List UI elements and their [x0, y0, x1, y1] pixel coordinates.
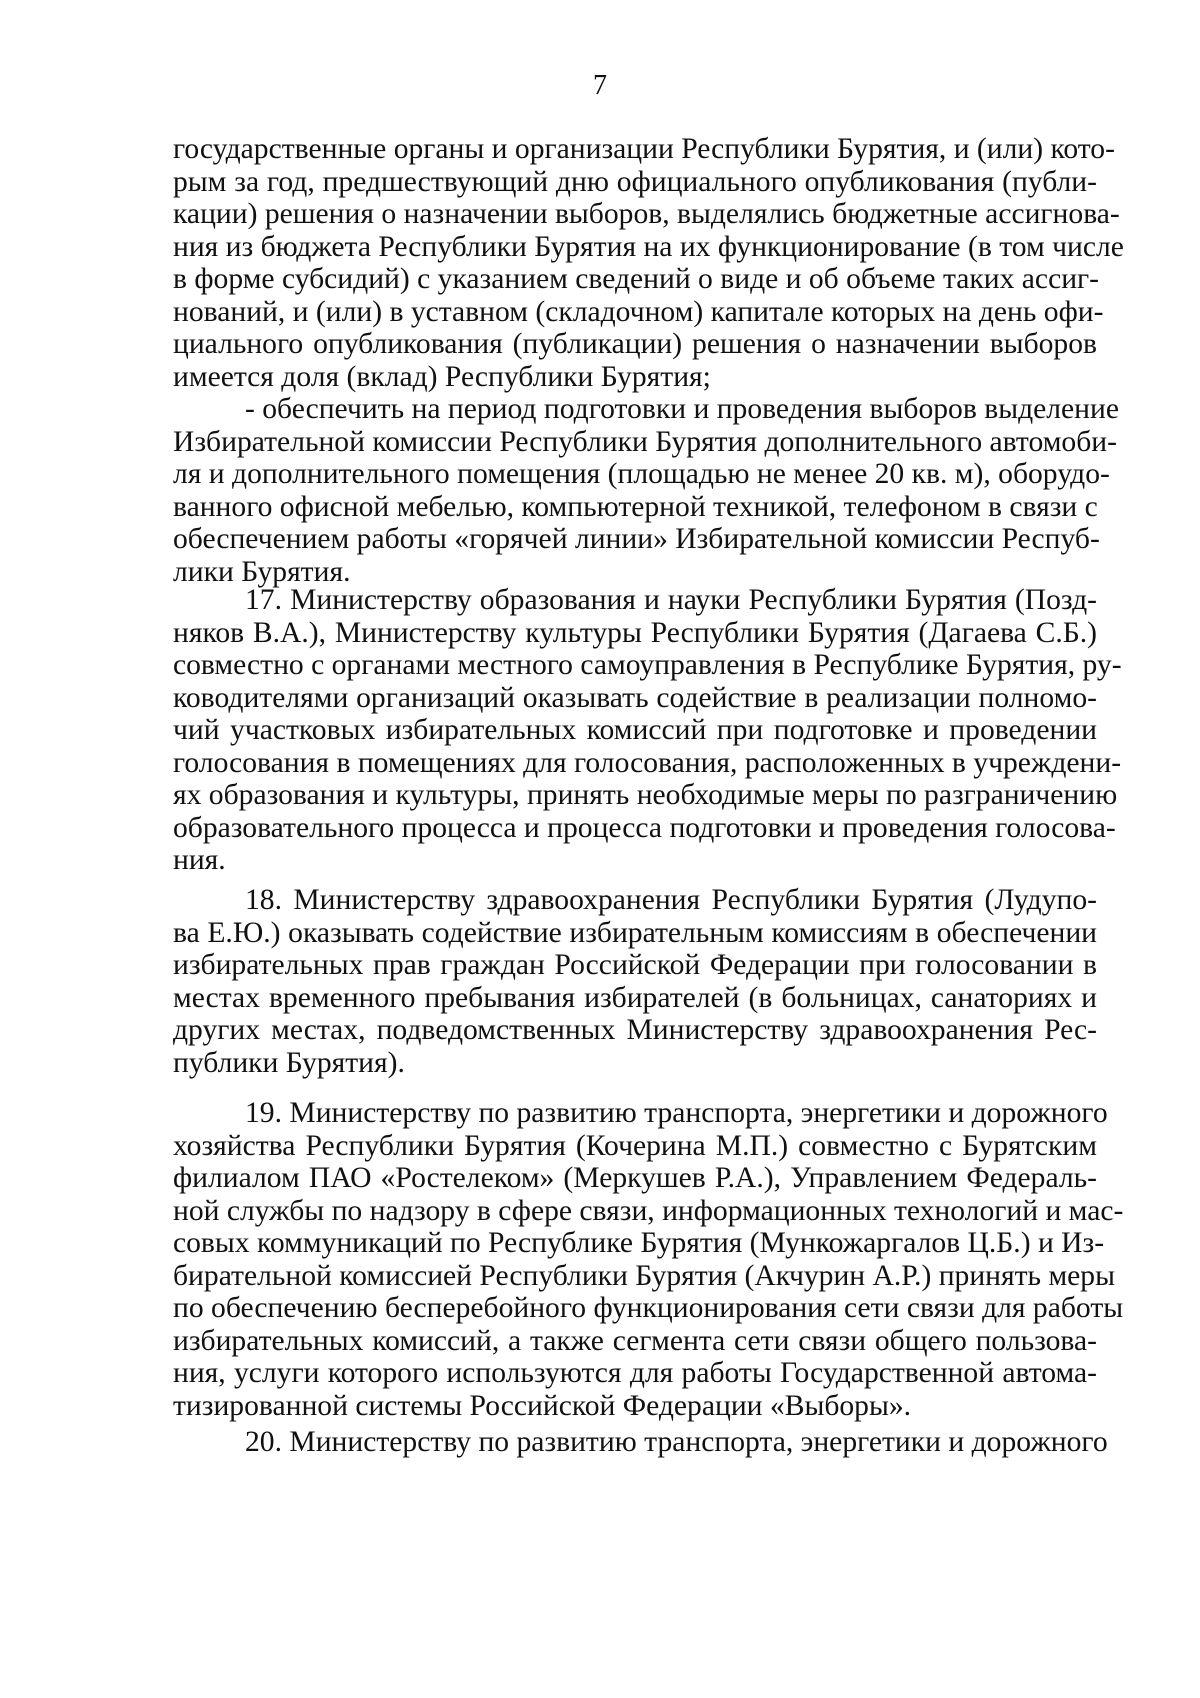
- text-line: ководителями организаций оказывать содействие в реализации полномо-: [173, 681, 1097, 714]
- text-line: в форме субсидий) с указанием сведений о виде и об объеме таких ассиг-: [173, 263, 1100, 295]
- text-line: 20. Министерству по развитию транспорта, энергетики и дорожного: [245, 1426, 1108, 1458]
- text-line: ной службы по надзору в сфере связи, информационных технологий и мас-: [173, 1194, 1124, 1227]
- text-line: няков В.А.), Министерству культуры Республики Бурятия (Дагаева С.Б.): [173, 616, 1097, 649]
- text-line: голосования в помещениях для голосования, расположенных в учреждени-: [173, 746, 1122, 779]
- text-line: 19. Министерству по развитию транспорта, энергетики и дорожного: [245, 1097, 1108, 1129]
- paragraph-continuation: [173, 133, 1124, 393]
- text-line: ния.: [173, 844, 226, 876]
- text-line: избирательных прав граждан Российской Федерации при голосовании в: [173, 949, 1097, 981]
- page-number: 7: [593, 70, 607, 101]
- paragraph-item-19: [173, 1097, 1124, 1422]
- text-line: публики Бурятия).: [173, 1046, 405, 1079]
- text-line: 17. Министерству образования и науки Республики Бурятия (Позд-: [245, 584, 1097, 616]
- text-line: государственные органы и организации Республики Бурятия, и (или) кото-: [173, 133, 1115, 165]
- text-line: рым за год, предшествующий дню официального опубликования (публи-: [173, 165, 1097, 198]
- text-line: ванного офисной мебелью, компьютерной техникой, телефоном в связи с: [173, 490, 1098, 523]
- text-line: кации) решения о назначении выборов, выделялись бюджетные ассигнова-: [173, 198, 1120, 230]
- text-line: совместно с органами местного самоуправления в Республике Бурятия, ру-: [173, 649, 1122, 681]
- text-line: имеется доля (вклад) Республики Бурятия;: [173, 360, 711, 393]
- text-line: чий участковых избирательных комиссий при подготовке и проведении: [173, 714, 1097, 746]
- text-line: ния, услуги которого используются для работы Государственной автома-: [173, 1357, 1097, 1389]
- text-line: тизированной системы Российской Федерации «Выборы».: [173, 1389, 912, 1422]
- text-line: лики Бурятия.: [173, 555, 351, 588]
- text-line: нований, и (или) в уставном (складочном) капитале которых на день офи-: [173, 295, 1104, 328]
- text-line: местах временного пребывания избирателей (в больницах, санаториях и: [173, 981, 1097, 1014]
- text-line: бирательной комиссией Республики Бурятия (Акчурин А.Р.) принять меры: [173, 1259, 1115, 1292]
- text-line: 18. Министерству здравоохранения Республики Бурятия (Лудупо-: [245, 884, 1097, 916]
- text-line: ва Е.Ю.) оказывать содействие избирательным комиссиям в обеспечении: [173, 916, 1097, 949]
- text-line: - обеспечить на период подготовки и проведения выборов выделение: [245, 393, 1119, 425]
- text-line: ля и дополнительного помещения (площадью не менее 20 кв. м), оборудо-: [173, 458, 1110, 490]
- paragraph-item-20: [173, 1426, 1108, 1459]
- text-line: филиалом ПАО «Ростелеком» (Меркушев Р.А.), Управлением Федераль-: [173, 1162, 1097, 1194]
- paragraph-item-17: [173, 584, 1122, 877]
- text-line: образовательного процесса и процесса подготовки и проведения голосова-: [173, 811, 1116, 844]
- text-line: циального опубликования (публикации) решения о назначении выборов: [173, 328, 1097, 360]
- text-line: совых коммуникаций по Республике Бурятия (Мункожаргалов Ц.Б.) и Из-: [173, 1227, 1105, 1259]
- paragraph-bullet-vehicle-premises: [173, 393, 1119, 588]
- text-line: ях образования и культуры, принять необходимые меры по разграничению: [173, 779, 1118, 811]
- text-line: ния из бюджета Республики Бурятия на их функционирование (в том числе: [173, 230, 1124, 263]
- text-line: Избирательной комиссии Республики Бурятия дополнительного автомоби-: [173, 425, 1117, 458]
- text-line: по обеспечению бесперебойного функционирования сети связи для работы: [173, 1292, 1124, 1324]
- text-line: других местах, подведомственных Министерству здравоохранения Рес-: [173, 1014, 1097, 1046]
- text-line: хозяйства Республики Бурятия (Кочерина М.П.) совместно с Бурятским: [173, 1129, 1097, 1162]
- text-line: обеспечением работы «горячей линии» Избирательной комиссии Респуб-: [173, 523, 1100, 555]
- paragraph-item-18: [173, 884, 1097, 1079]
- text-line: избирательных комиссий, а также сегмента сети связи общего пользова-: [173, 1324, 1097, 1357]
